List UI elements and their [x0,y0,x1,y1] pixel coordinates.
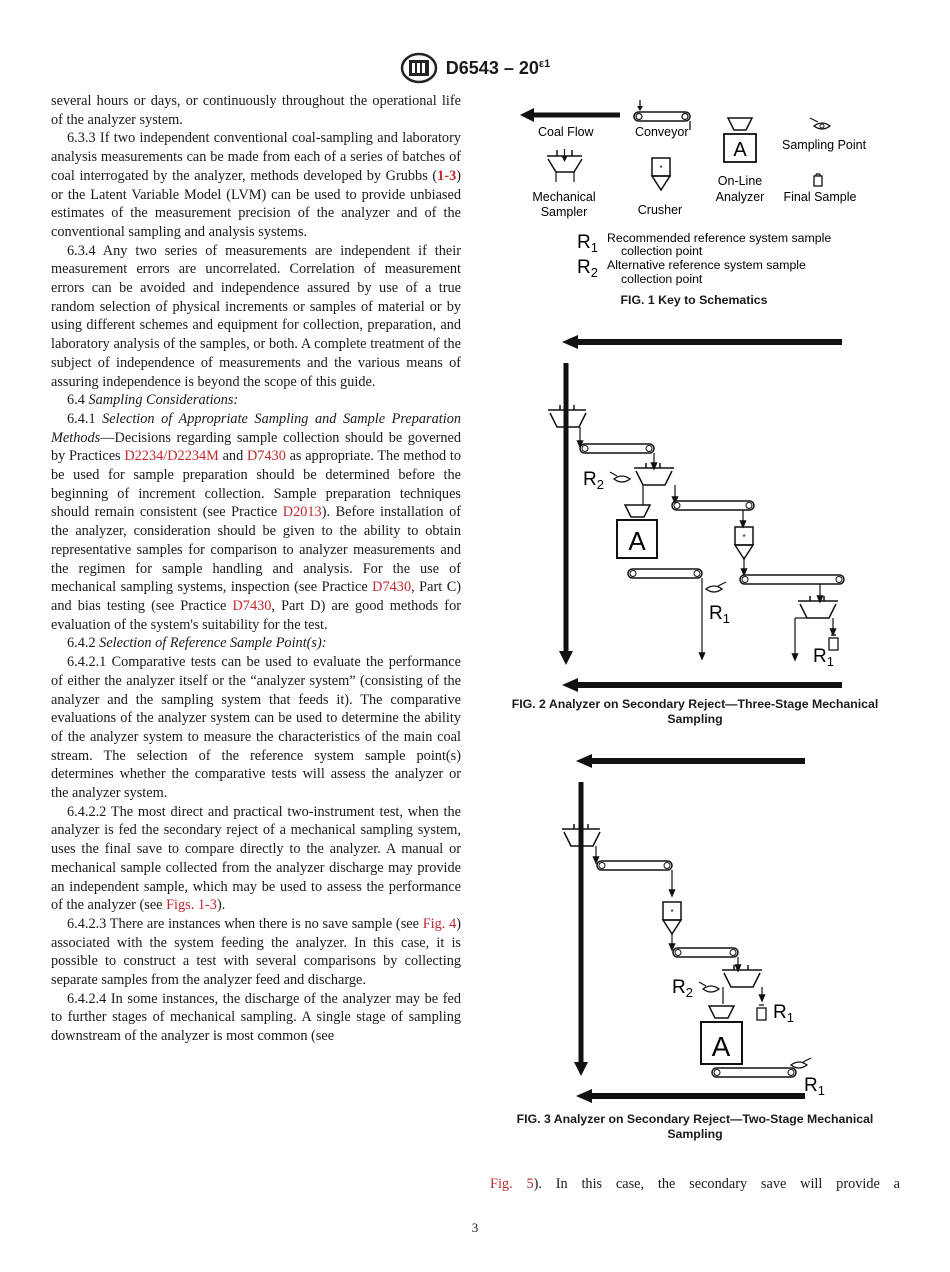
r2-label: $R_2$ [583,469,604,492]
analyzer-icon [701,1006,742,1064]
conveyor-4-icon [740,575,844,600]
figure-link[interactable]: Figs. 1-3 [166,897,217,914]
label-mechanical: Mechanical [532,190,596,204]
paragraph-6-4-2-2: 6.4.2.2 The most direct and practical two-instrument test, when the analyzer is fed the secondary reject of a mechanical sampling system, uses the final save to compare directly to the analyzer. A manual or mechanical sample collected from the analyzer discharge may provide an independent sample, which may be used to assess the performance of the analyzer (see Figs. 1-3). [51,803,461,914]
paragraph-6-3-3: 6.3.3 If two independent conventional coal-sampling and laboratory analysis measurements can be made from each of a series of batches of coal interrogated by the analyzer, methods developed by Grubbs (1-3) or the Latent Variable Model (LVM) can be used to provide unbiased estimates of the measurement precision of the analyzer and of the conventional sampling and analysis systems. [51,130,461,240]
coal-flow-arrow-icon [520,108,620,122]
conveyor-2-icon [672,501,754,525]
r1-label: $R_1$ [709,603,730,626]
astm-logo-icon [400,52,438,84]
page-header [0,52,950,84]
conveyor-3-icon [628,569,702,657]
r1-save-label: $R_1$ [773,1002,794,1025]
secondary-sampler-icon [634,463,675,505]
figure-3-diagram [500,754,900,1109]
figure-1-diagram [500,96,900,296]
conveyor-1-icon [597,861,672,894]
paragraph-6-4-2-1: 6.4.2.1 Comparative tests can be used to evaluate the performance of either the analyzer itself or the “analyzer system” (consisting of the analyzer and the sampling system that feeds it). The comparative evaluations of the analyzer system can be used to determine the ability of the analyzer system to measure the characteristics of the main coal stream. The selection of the reference system sample point(s) determines whether the comparative tests will assess the analyzer or the analyzer system. [51,654,461,802]
heading-6-4: 6.4 Sampling Considerations: [67,392,239,409]
label-coal-flow: Coal Flow [538,125,594,139]
figure-3-caption: FIG. 3 Analyzer on Secondary Reject—Two-Stage Mechanical Sampling [516,1112,874,1141]
sampling-point-icon [810,118,830,129]
analyzer-letter: A [711,1031,731,1062]
figure-1-caption: FIG. 1 Key to Schematics [620,293,768,307]
r1-description: Recommended reference system sample [607,231,832,245]
left-column-text [51,92,461,1046]
standard-link[interactable]: D2234/D2234M [124,448,219,465]
standard-link[interactable]: D7430 [232,597,272,614]
conveyor-3-icon [712,1068,796,1077]
label-sampling-point: Sampling Point [782,138,867,152]
paragraph: several hours or days, or continuously throughout the operational life of the analyzer system. [51,93,461,128]
paragraph-6-3-4: 6.3.4 Any two series of measurements are independent if their measurement errors are uncorrelated. Correlation of measurement errors can be avoided and independence assured by use of a true random selection of physical increments or samples of material or by using different schemes and equipment for collection, preparation, and laboratory analysis of the samples, or both. A complete treatment of the subject of independence of measurements and the various means of assuring independence is beyond the scope of this guide. [51,242,461,390]
r1-final-label: $R_1$ [813,646,834,669]
crusher-icon [735,527,753,573]
figure-3 [500,754,900,1149]
right-column-continuation: Fig. 5). In this case, the secondary save will provide a [490,1176,900,1192]
figure-1 [500,96,900,314]
analyzer-letter: A [733,139,747,161]
paragraph-6-4-2-3: 6.4.2.3 There are instances when there is no save sample (see Fig. 4) associated with the system feeding the analyzer. In this case, it is possible to construct a test with several comparisons by collecting separate samples from the analyzer feed and discharge. [51,915,462,989]
figure-link[interactable]: Fig. 5 [490,1176,534,1192]
crusher-icon [663,902,681,948]
r1-description-cont: collection point [621,244,703,258]
reference-link[interactable]: 1-3 [437,167,457,184]
svg-text:*: * [742,533,746,542]
page-number: 3 [471,1220,479,1235]
figure-2-diagram [500,335,900,697]
final-sample-icon [829,635,838,650]
r2-sampling-point-icon [610,472,630,482]
conveyor-2-icon [673,948,738,969]
standard-link[interactable]: D2013 [282,504,322,521]
label-analyzer: Analyzer [715,190,765,204]
svg-text:*: * [670,908,674,917]
secondary-sampler-icon [722,965,762,1004]
standard-link[interactable]: D7430 [372,579,412,596]
standard-link[interactable]: D7430 [246,448,286,465]
r2-symbol: $R_2$ [577,257,598,280]
r2-label: $R_2$ [672,977,693,1000]
label-sampler: Sampler [540,205,588,219]
final-sample-icon [814,174,822,186]
r1-sampling-point-icon [791,1058,811,1068]
label-crusher: Crusher [637,203,683,217]
svg-text:*: * [659,164,663,173]
mechanical-sampler-icon [547,149,582,182]
paragraph-6-4-1: 6.4.1 Selection of Appropriate Sampling and Sample Preparation Methods—Decisions regarding sample collection should be governed by Practices D2234/D2234M and D7430 as appropriate. The method to be used for sample preparation should be determined before the beginning of increment collection. Sample preparation techniques should remain consistent (see Practice D2013). Before installation of the analyzer, consideration should be given to the ability to obtain representative samples for comparison to analyzer measurements and the regimen for sample handling and analysis. For the use of mechanical sampling systems, inspection (see Practice D7430, Part C) and bias testing (see Practice D7430, Part D) are good methods for evaluation of the system's suitability for the test. [51,410,461,633]
label-online: On-Line [717,174,763,188]
analyzer-letter: A [628,526,646,556]
edition-mark: ε1 [538,57,551,70]
r2-description: Alternative reference system sample [607,258,806,272]
analyzer-icon [724,118,756,162]
paragraph-6-4-2-4: 6.4.2.4 In some instances, the discharge of the analyzer may be fed to further stages of mechanical sampling. A single stage of sampling downstream of the analyzer is most common (see [51,990,461,1045]
r1-sampling-point-icon [706,582,726,592]
label-conveyor: Conveyor [635,125,689,139]
r2-sampling-point-icon [699,982,719,992]
r1-discharge-label: $R_1$ [804,1075,825,1098]
r1-symbol: $R_1$ [577,232,598,255]
conveyor-1-icon [580,444,654,467]
r2-description-cont: collection point [621,272,703,286]
analyzer-icon [617,505,657,558]
document-id: $D6543 - 20^{\varepsilon 1}$ [445,57,551,78]
crusher-icon [652,158,670,190]
figure-link[interactable]: Fig. 4 [422,915,457,932]
label-final-sample: Final Sample [783,190,857,204]
figure-2-caption: FIG. 2 Analyzer on Secondary Reject—Three-Stage Mechanical Sampling [511,697,879,726]
figure-2 [500,335,900,730]
final-sample-icon [757,1005,766,1020]
heading-6-4-2: 6.4.2 Selection of Reference Sample Point(s): [67,635,327,652]
